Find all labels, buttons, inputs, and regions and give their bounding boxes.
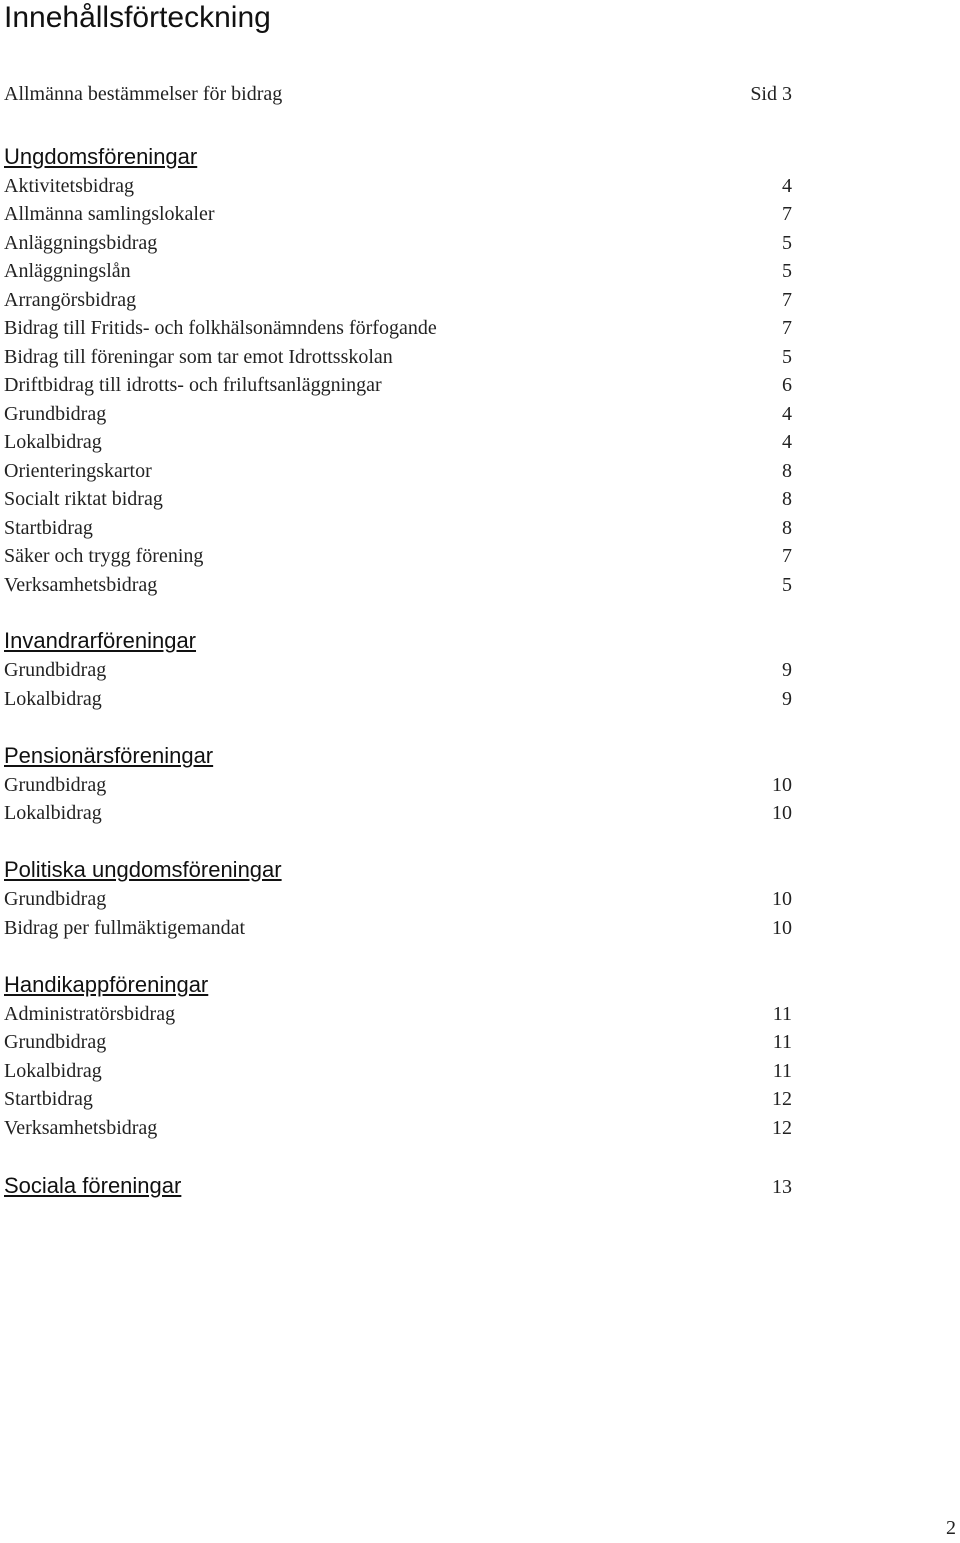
- page-title: Innehållsförteckning: [4, 1, 271, 34]
- toc-entry-page: 4: [782, 431, 792, 453]
- section-heading-invandrarforeningar: Invandrarföreningar: [4, 628, 197, 653]
- toc-row: [4, 400, 792, 428]
- toc-row: [4, 1114, 792, 1142]
- toc-row: [4, 914, 792, 942]
- toc-entry-label: Driftbidrag till idrotts- och friluftsanläggningar: [4, 374, 382, 396]
- section-heading-ungdomsforeningar: Ungdomsföreningar: [4, 144, 198, 169]
- toc-entry-label: Grundbidrag: [4, 774, 107, 796]
- toc-row: [4, 1028, 792, 1056]
- toc-entry-label: Startbidrag: [4, 1088, 93, 1110]
- toc-entry-page: 12: [772, 1088, 792, 1110]
- toc-row: [4, 514, 792, 542]
- toc-row: [4, 571, 792, 599]
- toc-entry-label: Lokalbidrag: [4, 431, 102, 453]
- toc-entry-page: 6: [782, 374, 792, 396]
- toc-entry-label: Grundbidrag: [4, 1031, 107, 1053]
- toc-row: [4, 656, 792, 684]
- toc-entry-page: 7: [782, 289, 792, 311]
- toc-entry-page: 13: [772, 1176, 792, 1198]
- toc-row: [4, 286, 792, 314]
- toc-entry-label: Verksamhetsbidrag: [4, 1117, 158, 1139]
- toc-entry-page: 8: [782, 488, 792, 510]
- toc-entry-label: Arrangörsbidrag: [4, 289, 137, 311]
- toc-entry-page: 10: [772, 888, 792, 910]
- section-heading-pensionarsforeningar: Pensionärsföreningar: [4, 743, 214, 768]
- toc-entry-page: 10: [772, 774, 792, 796]
- page-number: 2: [946, 1517, 956, 1539]
- toc-entry-page: 11: [772, 1060, 792, 1082]
- section-heading-handikappforeningar: Handikappföreningar: [4, 972, 209, 997]
- toc-entry-label: Lokalbidrag: [4, 688, 102, 710]
- toc-entry-label: Orienteringskartor: [4, 460, 152, 482]
- toc-entry-page: 9: [782, 659, 792, 681]
- toc-entry-label: Bidrag per fullmäktigemandat: [4, 917, 246, 939]
- toc-entry-label: Grundbidrag: [4, 659, 107, 681]
- toc-entry-page: 4: [782, 175, 792, 197]
- toc-row: [4, 771, 792, 799]
- toc-row: [4, 1085, 792, 1113]
- toc-row: [4, 1057, 792, 1085]
- toc-entry-page: 12: [772, 1117, 792, 1139]
- toc-entry-label: Anläggningsbidrag: [4, 232, 158, 254]
- toc-row: [4, 229, 792, 257]
- toc-entry-label: Grundbidrag: [4, 403, 107, 425]
- toc-row: [4, 371, 792, 399]
- toc-entry-page: 5: [782, 346, 792, 368]
- toc-row-general: [4, 80, 792, 108]
- toc-row: [4, 257, 792, 285]
- toc-row: [4, 200, 792, 228]
- toc-entry-page: 5: [782, 232, 792, 254]
- toc-entry-page: 5: [782, 574, 792, 596]
- toc-entry-label: Administratörsbidrag: [4, 1003, 176, 1025]
- section-heading-politiska-ungdomsforeningar: Politiska ungdomsföreningar: [4, 857, 282, 882]
- toc-entry-page: 10: [772, 917, 792, 939]
- toc-entry-label: Socialt riktat bidrag: [4, 488, 163, 510]
- toc-entry-label: Startbidrag: [4, 517, 93, 539]
- section-heading-sociala-foreningar: [4, 1171, 792, 1201]
- toc-row: [4, 542, 792, 570]
- toc-entry-label: Bidrag till Fritids- och folkhälsonämndens förfogande: [4, 317, 437, 339]
- toc-row: [4, 343, 792, 371]
- toc-row: [4, 685, 792, 713]
- toc-row: [4, 457, 792, 485]
- toc-entry-label: Anläggningslån: [4, 260, 131, 282]
- toc-entry-page: 7: [782, 203, 792, 225]
- toc-entry-page: 11: [772, 1031, 792, 1053]
- toc-entry-page: 7: [782, 317, 792, 339]
- toc-row: [4, 885, 792, 913]
- toc-entry-page: 5: [782, 260, 792, 282]
- toc-row: [4, 799, 792, 827]
- toc-entry-label: Lokalbidrag: [4, 1060, 102, 1082]
- toc-entry-page: 11: [772, 1003, 792, 1025]
- toc-entry-page: 8: [782, 460, 792, 482]
- toc-entry-label: Grundbidrag: [4, 888, 107, 910]
- toc-entry-label: Allmänna samlingslokaler: [4, 203, 215, 225]
- toc-entry-page: 8: [782, 517, 792, 539]
- toc-row: [4, 172, 792, 200]
- section-heading-label: Sociala föreningar: [4, 1173, 182, 1198]
- toc-row: [4, 1000, 792, 1028]
- toc-row: [4, 485, 792, 513]
- toc-entry-label: Bidrag till föreningar som tar emot Idrottsskolan: [4, 346, 393, 368]
- toc-entry-label: Lokalbidrag: [4, 802, 102, 824]
- toc-row: [4, 428, 792, 456]
- toc-entry-page: Sid 3: [750, 83, 792, 105]
- toc-entry-page: 4: [782, 403, 792, 425]
- toc-row: [4, 314, 792, 342]
- toc-entry-label: Allmänna bestämmelser för bidrag: [4, 83, 283, 105]
- toc-entry-page: 9: [782, 688, 792, 710]
- toc-entry-label: Verksamhetsbidrag: [4, 574, 158, 596]
- toc-entry-page: 10: [772, 802, 792, 824]
- toc-entry-page: 7: [782, 545, 792, 567]
- toc-entry-label: Aktivitetsbidrag: [4, 175, 134, 197]
- toc-entry-label: Säker och trygg förening: [4, 545, 204, 567]
